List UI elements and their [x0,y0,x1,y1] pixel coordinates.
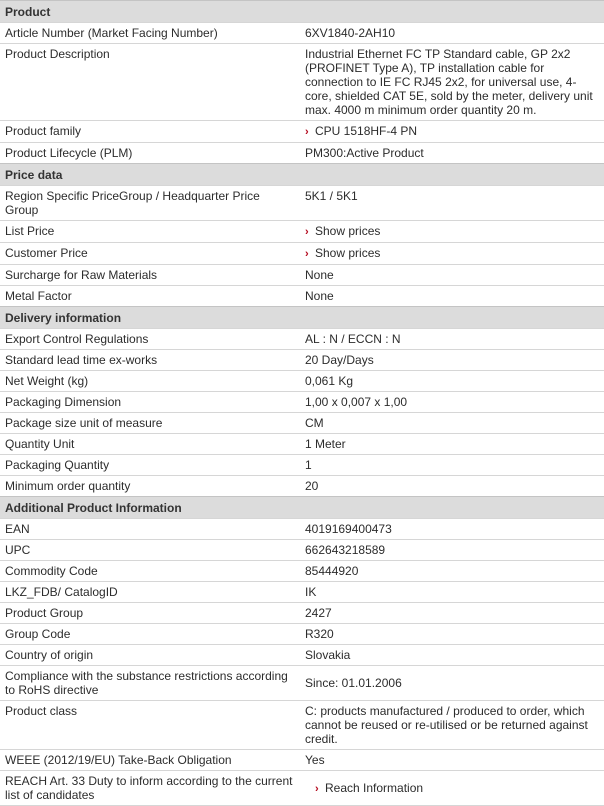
section-title: Delivery information [0,307,604,329]
row-label: Group Code [0,624,300,645]
table-row [0,561,604,582]
row-value: C: products manufactured / produced to order, which cannot be reused or re-utilised or be returned against credit. [300,701,604,750]
chevron-right-icon: › [305,248,309,260]
row-value [300,121,604,143]
table-row [0,603,604,624]
table-row [0,329,604,350]
row-value: 20 Day/Days [300,350,604,371]
chevron-right-icon: › [315,782,319,795]
table-row [0,221,604,243]
row-value: 5K1 / 5K1 [300,186,604,221]
row-value: Industrial Ethernet FC TP Standard cable, GP 2x2 (PROFINET Type A), TP installation cable for connection to IE FC RJ45 2x2, for universal use, 4-core, shielded CAT 5E, sold by the meter, delivery unit max. 4000 m minimum order quantity 20 m. [300,44,604,121]
table-row [0,540,604,561]
row-label: Product Lifecycle (PLM) [0,143,300,164]
row-value: 6XV1840-2AH10 [300,23,604,44]
row-value: Yes [300,750,604,771]
table-row [0,666,604,701]
row-label: Packaging Quantity [0,455,300,476]
row-label: REACH Art. 33 Duty to inform according to the current list of candidates [0,771,300,806]
reach-information-label: Reach Information [325,780,424,795]
section-header-delivery-information [0,307,604,329]
table-row [0,392,604,413]
table-row [0,645,604,666]
row-value: Since: 01.01.2006 [300,666,604,701]
table-row [0,455,604,476]
row-value: Slovakia [300,645,604,666]
table-row [0,243,604,265]
table-row [0,121,604,143]
row-label: Product Group [0,603,300,624]
product-family-link[interactable] [305,124,417,138]
row-value: R320 [300,624,604,645]
row-label: Product Description [0,44,300,121]
chevron-right-icon: › [305,126,309,138]
table-row [0,371,604,392]
table-row [0,23,604,44]
chevron-right-icon: › [305,226,309,238]
row-label: EAN [0,519,300,540]
row-value: CM [300,413,604,434]
row-label: Article Number (Market Facing Number) [0,23,300,44]
row-value: 85444920 [300,561,604,582]
row-value: 0,061 Kg [300,371,604,392]
table-row [0,701,604,750]
row-label: Net Weight (kg) [0,371,300,392]
row-label: Surcharge for Raw Materials [0,265,300,286]
table-row [0,750,604,771]
table-row [0,143,604,164]
row-value: 1,00 x 0,007 x 1,00 [300,392,604,413]
table-row [0,771,604,806]
table-row [0,519,604,540]
row-value: 1 [300,455,604,476]
row-value [300,771,604,806]
table-row [0,286,604,307]
row-label: Commodity Code [0,561,300,582]
table-row [0,624,604,645]
row-label: Minimum order quantity [0,476,300,497]
row-value: 1 Meter [300,434,604,455]
row-label: Packaging Dimension [0,392,300,413]
section-title: Product [0,1,604,23]
row-value: 4019169400473 [300,519,604,540]
product-family-link-label: CPU 1518HF-4 PN [315,124,418,138]
row-label: Standard lead time ex-works [0,350,300,371]
row-label: Country of origin [0,645,300,666]
row-label: Metal Factor [0,286,300,307]
row-label: Customer Price [0,243,300,265]
row-value: None [300,286,604,307]
row-value [300,243,604,265]
section-header-price-data [0,164,604,186]
row-value: None [300,265,604,286]
row-label: Product class [0,701,300,750]
row-value: PM300:Active Product [300,143,604,164]
show-prices-label: Show prices [315,224,381,238]
section-title: Price data [0,164,604,186]
row-label: Product family [0,121,300,143]
row-value: 20 [300,476,604,497]
table-row [0,434,604,455]
row-value: 662643218589 [300,540,604,561]
table-row [0,582,604,603]
row-label: WEEE (2012/19/EU) Take-Back Obligation [0,750,300,771]
show-prices-label: Show prices [315,246,381,260]
table-row [0,186,604,221]
row-label: Compliance with the substance restrictions according to RoHS directive [0,666,300,701]
section-title: Additional Product Information [0,497,604,519]
row-value: 2427 [300,603,604,624]
row-value: AL : N / ECCN : N [300,329,604,350]
row-label: Package size unit of measure [0,413,300,434]
section-header-additional-product-information [0,497,604,519]
row-label: Export Control Regulations [0,329,300,350]
table-row [0,350,604,371]
table-row [0,44,604,121]
section-header-product [0,1,604,23]
row-label: List Price [0,221,300,243]
table-row [0,413,604,434]
customer-price-show-prices-link[interactable] [305,246,380,260]
table-row [0,265,604,286]
row-value [300,221,604,243]
reach-information-link[interactable] [305,781,423,795]
row-label: UPC [0,540,300,561]
row-value: IK [300,582,604,603]
list-price-show-prices-link[interactable] [305,224,380,238]
row-label: LKZ_FDB/ CatalogID [0,582,300,603]
table-row [0,476,604,497]
row-label: Quantity Unit [0,434,300,455]
row-label: Region Specific PriceGroup / Headquarter Price Group [0,186,300,221]
